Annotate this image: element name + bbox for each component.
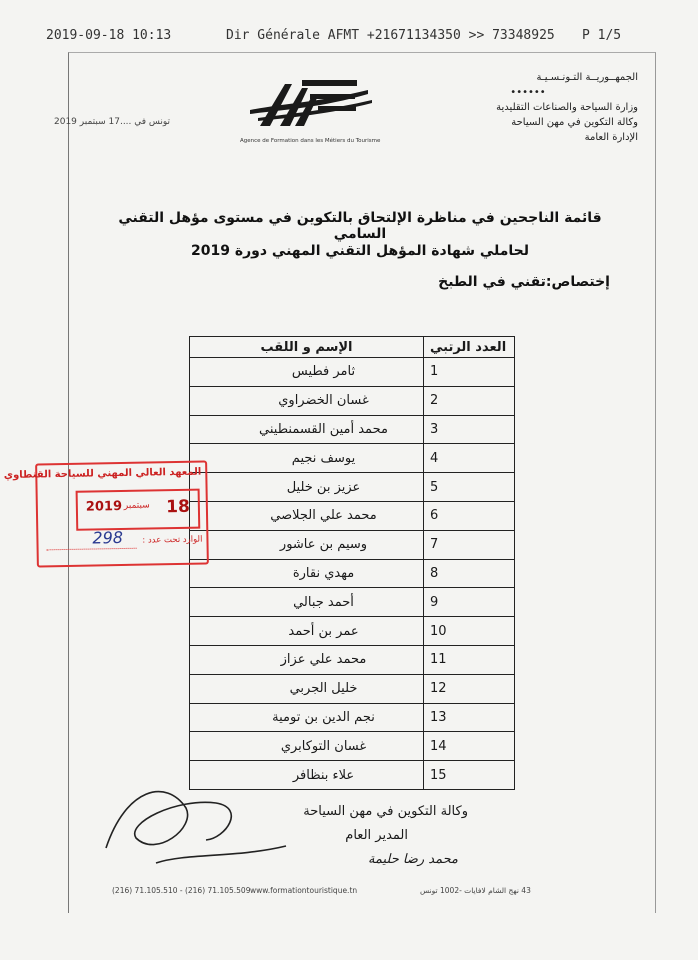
stamp-year: 2019	[85, 498, 123, 515]
row-rank: 13	[424, 703, 515, 732]
table-row	[190, 588, 515, 617]
table-row	[190, 501, 515, 530]
table-row	[190, 645, 515, 674]
table-row	[190, 386, 515, 415]
row-name: محمد أمين القسمنطيني	[190, 415, 424, 444]
signature-role: المدير العام	[345, 828, 408, 843]
document-title-line1: قائمة الناجحين في مناظرة الإلتحاق بالتكوين في مستوى مؤهل التقني السامي	[118, 210, 602, 242]
table-row	[190, 473, 515, 502]
row-name: نجم الدين بن تومية	[190, 703, 424, 732]
row-name: يوسف نجيم	[190, 444, 424, 473]
fax-sender: Dir Générale AFMT +21671134350 >> 73348925	[226, 28, 555, 43]
header-rank: العدد الرتبي	[424, 337, 515, 358]
ministry-name: وزارة السياحة والصناعات التقليدية	[496, 102, 638, 113]
table-row	[190, 530, 515, 559]
table-row	[190, 415, 515, 444]
row-name: وسيم بن عاشور	[190, 530, 424, 559]
row-rank: 6	[424, 501, 515, 530]
row-rank: 15	[424, 761, 515, 790]
row-name: غسان التوكابري	[190, 732, 424, 761]
row-name: محمد علي عزاز	[190, 645, 424, 674]
stamp-month: سبتمبر	[123, 500, 150, 511]
row-rank: 11	[424, 645, 515, 674]
ministry-header	[458, 70, 638, 145]
row-name: علاء بنظافر	[190, 761, 424, 790]
table-row	[190, 674, 515, 703]
row-name: مهدي نقارة	[190, 559, 424, 588]
row-rank: 12	[424, 674, 515, 703]
ministry-republic: الجمهــوريــة التـونـسـيـة	[536, 72, 638, 83]
specialty-title: إختصاص:تقني في الطبخ	[438, 274, 610, 290]
footer-address: 43 نهج الشام لافايات -1002 تونس	[420, 886, 531, 895]
footer-phone: (216) 71.105.510 - (216) 71.105.509	[112, 886, 251, 895]
signature-org: وكالة التكوين في مهن السياحة	[303, 804, 468, 819]
row-rank: 9	[424, 588, 515, 617]
stamp-date-box	[76, 489, 201, 531]
row-name: عمر بن أحمد	[190, 617, 424, 646]
row-name: أحمد جبالي	[190, 588, 424, 617]
signature-name: محمد رضا حليمة	[368, 852, 458, 867]
table-row	[190, 732, 515, 761]
fax-header	[0, 28, 698, 48]
row-rank: 10	[424, 617, 515, 646]
row-rank: 5	[424, 473, 515, 502]
logo-caption: Agence de Formation dans les Métiers du Tourisme	[240, 138, 381, 144]
table-header-row	[190, 337, 515, 358]
stamp-day: 18	[166, 496, 191, 518]
fax-page-number: P 1/5	[582, 28, 622, 43]
stamp-institute: المعهد العالي المهني للسياحة القنطاوي	[3, 466, 202, 482]
row-name: محمد علي الجلاصي	[190, 501, 424, 530]
table-row	[190, 358, 515, 387]
row-name: خليل الجربي	[190, 674, 424, 703]
agency-name: وكالة التكوين في مهن السياحة	[511, 117, 638, 128]
row-name: غسان الخضراوي	[190, 386, 424, 415]
directorate-name: الإدارة العامة	[584, 132, 638, 143]
row-rank: 7	[424, 530, 515, 559]
footer-website: www.formationtouristique.tn	[250, 886, 358, 895]
table-row	[190, 444, 515, 473]
row-rank: 1	[424, 358, 515, 387]
table-row	[190, 559, 515, 588]
row-name: ثامر فطيس	[190, 358, 424, 387]
row-name: عزيز بن خليل	[190, 473, 424, 502]
row-rank: 3	[424, 415, 515, 444]
ministry-dots: ••••••	[510, 87, 546, 98]
table-row	[190, 703, 515, 732]
results-table	[189, 336, 515, 790]
document-title-line2: لحاملي شهادة المؤهل التقني المهني دورة 2019	[191, 243, 529, 259]
header-name: الإسم و اللقب	[190, 337, 424, 358]
fax-datetime: 2019-09-18 10:13	[46, 28, 172, 43]
stamp-dotted-line	[47, 548, 137, 551]
stamp-registration-number: 298	[92, 527, 124, 548]
reception-stamp	[3, 461, 209, 568]
handwritten-signature-icon	[96, 768, 296, 878]
table-row	[190, 617, 515, 646]
row-rank: 4	[424, 444, 515, 473]
row-rank: 2	[424, 386, 515, 415]
row-rank: 8	[424, 559, 515, 588]
document-dateline: تونس في ....17 سبتمبر 2019	[54, 117, 171, 127]
row-rank: 14	[424, 732, 515, 761]
stamp-registration-label: الوارد تحت عدد :	[142, 534, 203, 546]
